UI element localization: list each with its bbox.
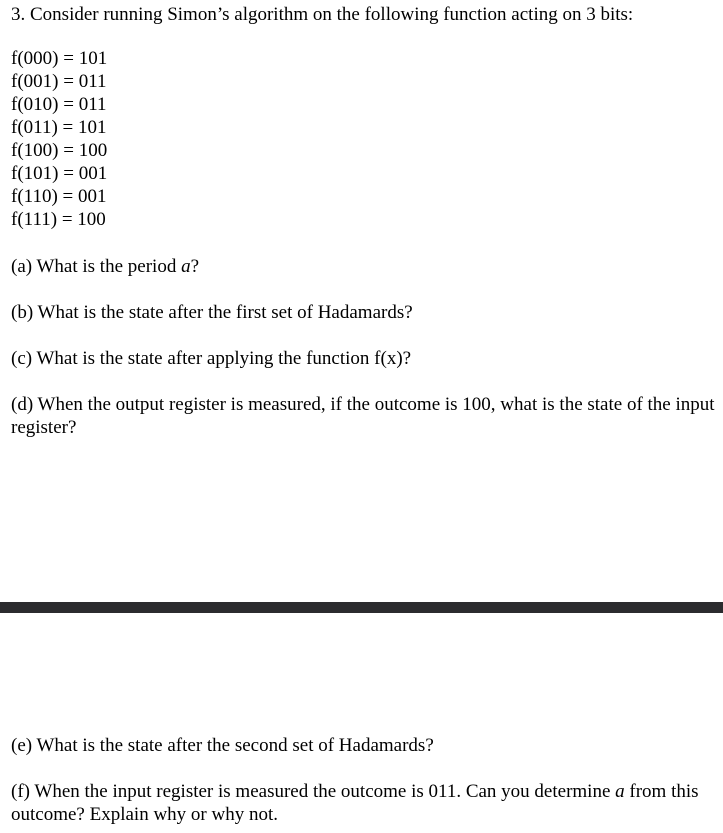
question-b: (b) What is the state after the first set of Hadamards? <box>11 302 413 323</box>
function-row: f(010) = 011 <box>11 94 107 115</box>
function-row: f(111) = 100 <box>11 209 106 230</box>
section-divider <box>0 602 723 613</box>
function-row: f(011) = 101 <box>11 117 107 138</box>
question-e: (e) What is the state after the second set of Hadamards? <box>11 735 434 756</box>
question-f-end: from this outcome? Explain why or why not. <box>11 781 699 825</box>
function-table <box>11 47 107 231</box>
question-f-variable: a <box>615 781 625 802</box>
function-row: f(001) = 011 <box>11 71 107 92</box>
function-row: f(100) = 100 <box>11 140 108 161</box>
question-a-end: ? <box>190 256 200 277</box>
question-d: (d) When the output register is measured, if the outcome is 100, what is the state of the input register? <box>11 394 715 438</box>
question-a-variable: a <box>181 256 191 277</box>
question-a <box>11 255 199 278</box>
problem-intro: 3. Consider running Simon’s algorithm on the following function acting on 3 bits: <box>11 4 634 25</box>
function-row: f(000) = 101 <box>11 48 108 69</box>
function-row: f(110) = 001 <box>11 186 107 207</box>
question-c: (c) What is the state after applying the function f(x)? <box>11 348 412 369</box>
question-a-text: (a) What is the period <box>11 256 182 277</box>
question-f-text: (f) When the input register is measured the outcome is 011. Can you determine <box>11 781 616 802</box>
question-f <box>11 780 716 826</box>
function-row: f(101) = 001 <box>11 163 108 184</box>
